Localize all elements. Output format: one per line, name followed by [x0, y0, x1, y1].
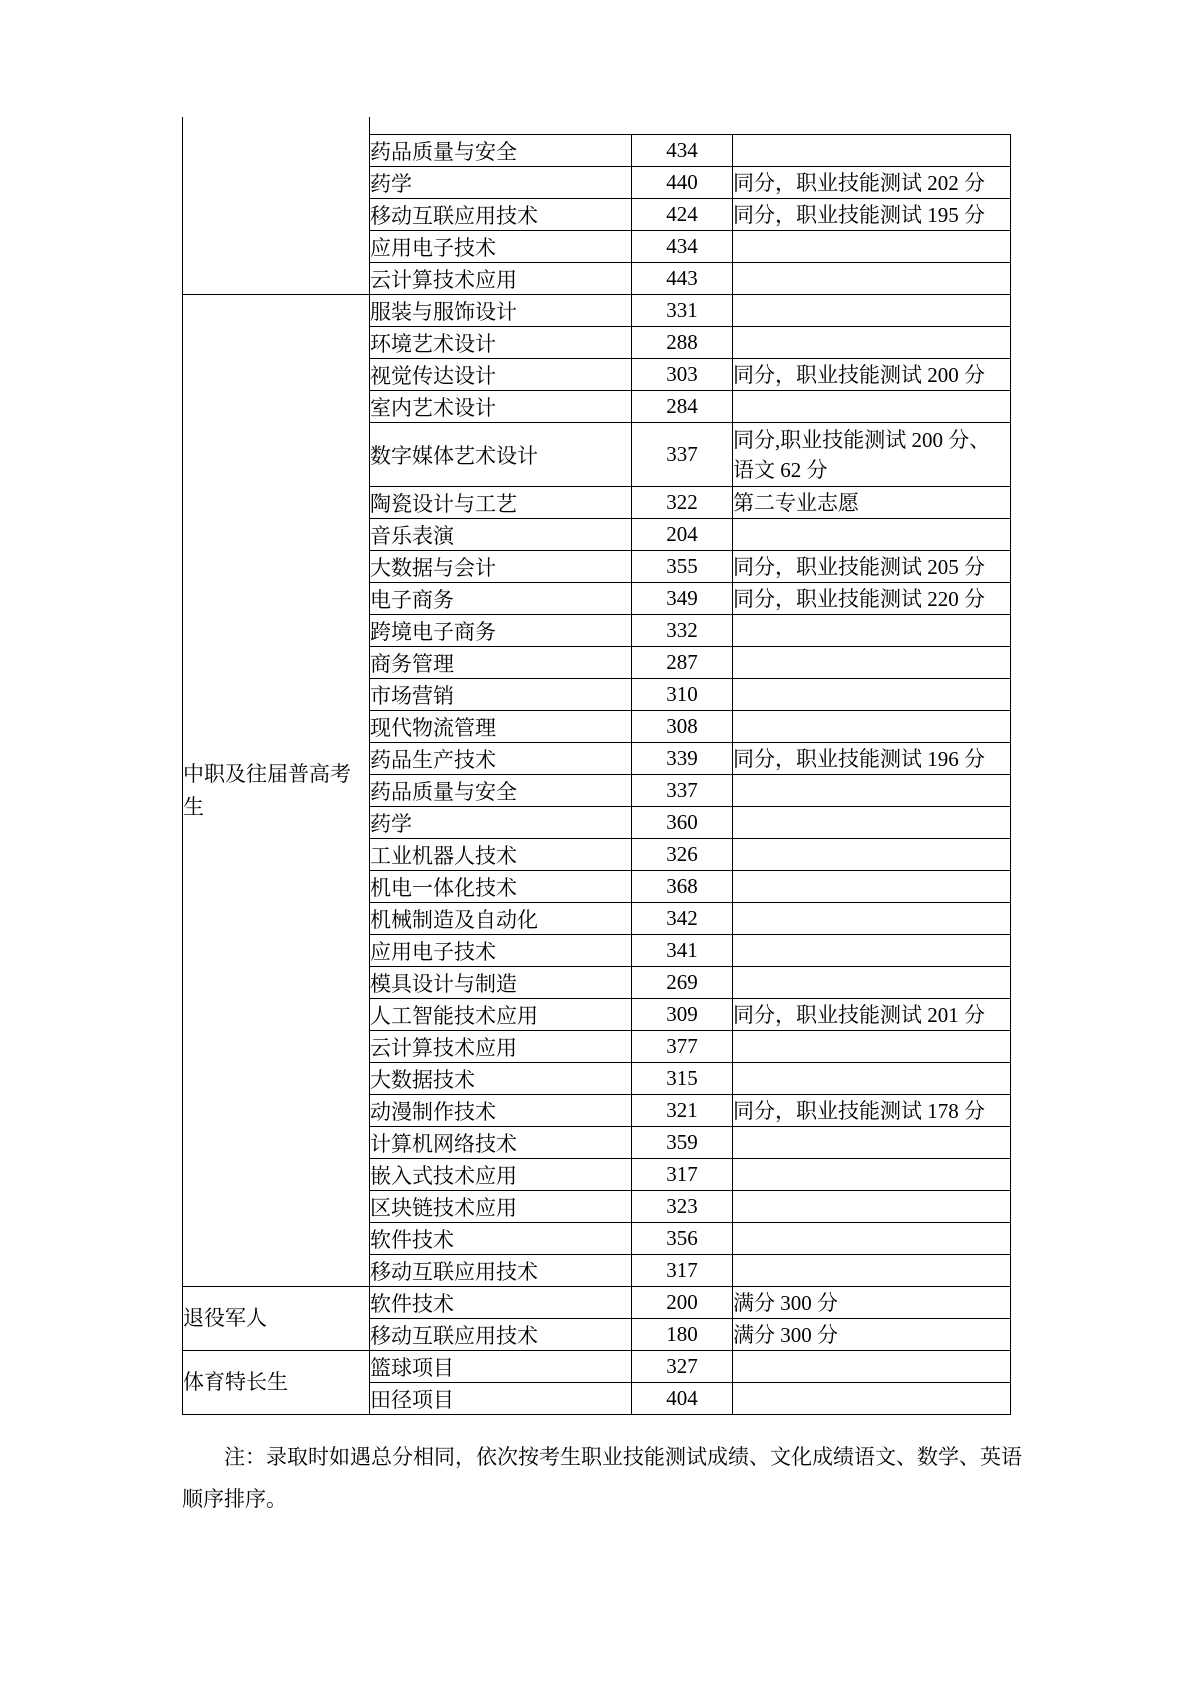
score-cell: 284: [632, 391, 733, 423]
remark-cell: [733, 967, 1011, 999]
major-cell: 区块链技术应用: [370, 1191, 632, 1223]
major-cell: 室内艺术设计: [370, 391, 632, 423]
major-cell: 模具设计与制造: [370, 967, 632, 999]
score-cell: 440: [632, 167, 733, 199]
table-row: [183, 135, 1011, 167]
remark-cell: 同分，职业技能测试 202 分: [733, 167, 1011, 199]
remark-cell: [733, 1383, 1011, 1415]
score-cell: 360: [632, 807, 733, 839]
major-cell: 工业机器人技术: [370, 839, 632, 871]
remark-cell: 同分，职业技能测试 178 分: [733, 1095, 1011, 1127]
remark-cell: [733, 327, 1011, 359]
remark-cell: [733, 1127, 1011, 1159]
score-cell: 317: [632, 1159, 733, 1191]
major-cell: 动漫制作技术: [370, 1095, 632, 1127]
score-cell: 180: [632, 1319, 733, 1351]
score-cell: 308: [632, 711, 733, 743]
major-cell: 环境艺术设计: [370, 327, 632, 359]
major-cell: 云计算技术应用: [370, 263, 632, 295]
footnote-line-2: 顺序排序。: [182, 1487, 287, 1511]
remark-cell: 同分，职业技能测试 220 分: [733, 583, 1011, 615]
major-cell: 篮球项目: [370, 1351, 632, 1383]
category-cell: 中职及往届普高考生: [183, 295, 370, 1287]
score-cell: 337: [632, 775, 733, 807]
remark-cell: [733, 903, 1011, 935]
score-cell: 356: [632, 1223, 733, 1255]
remark-cell: [733, 1031, 1011, 1063]
major-cell: 药学: [370, 807, 632, 839]
major-cell: 药品质量与安全: [370, 135, 632, 167]
score-cell: 288: [632, 327, 733, 359]
score-table-body: [183, 135, 1011, 1415]
score-cell: 321: [632, 1095, 733, 1127]
major-cell: 移动互联应用技术: [370, 199, 632, 231]
score-cell: 349: [632, 583, 733, 615]
score-cell: 339: [632, 743, 733, 775]
major-cell: 人工智能技术应用: [370, 999, 632, 1031]
major-cell: 现代物流管理: [370, 711, 632, 743]
major-cell: 云计算技术应用: [370, 1031, 632, 1063]
score-cell: 337: [632, 423, 733, 487]
major-cell: 音乐表演: [370, 519, 632, 551]
score-cell: 309: [632, 999, 733, 1031]
remark-cell: [733, 1255, 1011, 1287]
score-cell: 355: [632, 551, 733, 583]
major-cell: 陶瓷设计与工艺: [370, 487, 632, 519]
major-cell: 药品质量与安全: [370, 775, 632, 807]
remark-cell: [733, 871, 1011, 903]
remark-cell: [733, 135, 1011, 167]
remark-cell: [733, 807, 1011, 839]
major-cell: 市场营销: [370, 679, 632, 711]
score-cell: 368: [632, 871, 733, 903]
score-cell: 317: [632, 1255, 733, 1287]
major-cell: 跨境电子商务: [370, 615, 632, 647]
score-cell: 342: [632, 903, 733, 935]
score-cell: 359: [632, 1127, 733, 1159]
remark-cell: 同分，职业技能测试 201 分: [733, 999, 1011, 1031]
remark-cell: [733, 1223, 1011, 1255]
major-cell: 嵌入式技术应用: [370, 1159, 632, 1191]
score-cell: 332: [632, 615, 733, 647]
remark-cell: 同分，职业技能测试 205 分: [733, 551, 1011, 583]
remark-cell: 同分，职业技能测试 196 分: [733, 743, 1011, 775]
major-cell: 机械制造及自动化: [370, 903, 632, 935]
remark-cell: [733, 1191, 1011, 1223]
remark-cell: 第二专业志愿: [733, 487, 1011, 519]
admission-score-table: [182, 134, 1011, 1415]
score-cell: 204: [632, 519, 733, 551]
remark-cell: [733, 775, 1011, 807]
remark-cell: [733, 295, 1011, 327]
remark-cell: [733, 615, 1011, 647]
major-cell: 药品生产技术: [370, 743, 632, 775]
category-cell: 体育特长生: [183, 1351, 370, 1415]
major-cell: 数字媒体艺术设计: [370, 423, 632, 487]
remark-cell: [733, 231, 1011, 263]
table-row: [183, 1351, 1011, 1383]
score-cell: 269: [632, 967, 733, 999]
remark-cell: 满分 300 分: [733, 1319, 1011, 1351]
major-cell: 软件技术: [370, 1287, 632, 1319]
remark-cell: [733, 519, 1011, 551]
remark-cell: 同分,职业技能测试 200 分、 语文 62 分: [733, 423, 1011, 487]
table-continuation-right-line: [369, 117, 370, 135]
table-continuation-left-line: [182, 117, 183, 135]
remark-cell: [733, 647, 1011, 679]
major-cell: 商务管理: [370, 647, 632, 679]
major-cell: 药学: [370, 167, 632, 199]
major-cell: 田径项目: [370, 1383, 632, 1415]
category-cell: [183, 135, 370, 295]
major-cell: 机电一体化技术: [370, 871, 632, 903]
table-row: [183, 295, 1011, 327]
remark-cell: [733, 711, 1011, 743]
remark-cell: [733, 679, 1011, 711]
score-cell: 322: [632, 487, 733, 519]
table-row: [183, 1287, 1011, 1319]
major-cell: 计算机网络技术: [370, 1127, 632, 1159]
major-cell: 移动互联应用技术: [370, 1319, 632, 1351]
major-cell: 视觉传达设计: [370, 359, 632, 391]
score-cell: 424: [632, 199, 733, 231]
major-cell: 应用电子技术: [370, 231, 632, 263]
major-cell: 大数据与会计: [370, 551, 632, 583]
remark-cell: 满分 300 分: [733, 1287, 1011, 1319]
score-cell: 303: [632, 359, 733, 391]
score-cell: 315: [632, 1063, 733, 1095]
remark-cell: 同分，职业技能测试 195 分: [733, 199, 1011, 231]
major-cell: 移动互联应用技术: [370, 1255, 632, 1287]
remark-cell: [733, 1063, 1011, 1095]
score-cell: 327: [632, 1351, 733, 1383]
score-cell: 443: [632, 263, 733, 295]
footnote: [182, 1436, 1042, 1520]
score-cell: 434: [632, 231, 733, 263]
major-cell: 应用电子技术: [370, 935, 632, 967]
footnote-line-1: 注：录取时如遇总分相同，依次按考生职业技能测试成绩、文化成绩语文、数学、英语: [224, 1445, 1022, 1469]
score-cell: 200: [632, 1287, 733, 1319]
score-cell: 434: [632, 135, 733, 167]
remark-cell: [733, 935, 1011, 967]
major-cell: 软件技术: [370, 1223, 632, 1255]
score-cell: 331: [632, 295, 733, 327]
remark-cell: [733, 1159, 1011, 1191]
remark-cell: [733, 263, 1011, 295]
score-cell: 377: [632, 1031, 733, 1063]
major-cell: 服装与服饰设计: [370, 295, 632, 327]
score-cell: 341: [632, 935, 733, 967]
category-cell: 退役军人: [183, 1287, 370, 1351]
remark-cell: 同分，职业技能测试 200 分: [733, 359, 1011, 391]
major-cell: 大数据技术: [370, 1063, 632, 1095]
score-cell: 404: [632, 1383, 733, 1415]
major-cell: 电子商务: [370, 583, 632, 615]
score-cell: 287: [632, 647, 733, 679]
remark-cell: [733, 1351, 1011, 1383]
score-cell: 326: [632, 839, 733, 871]
score-cell: 323: [632, 1191, 733, 1223]
score-cell: 310: [632, 679, 733, 711]
remark-cell: [733, 391, 1011, 423]
remark-cell: [733, 839, 1011, 871]
